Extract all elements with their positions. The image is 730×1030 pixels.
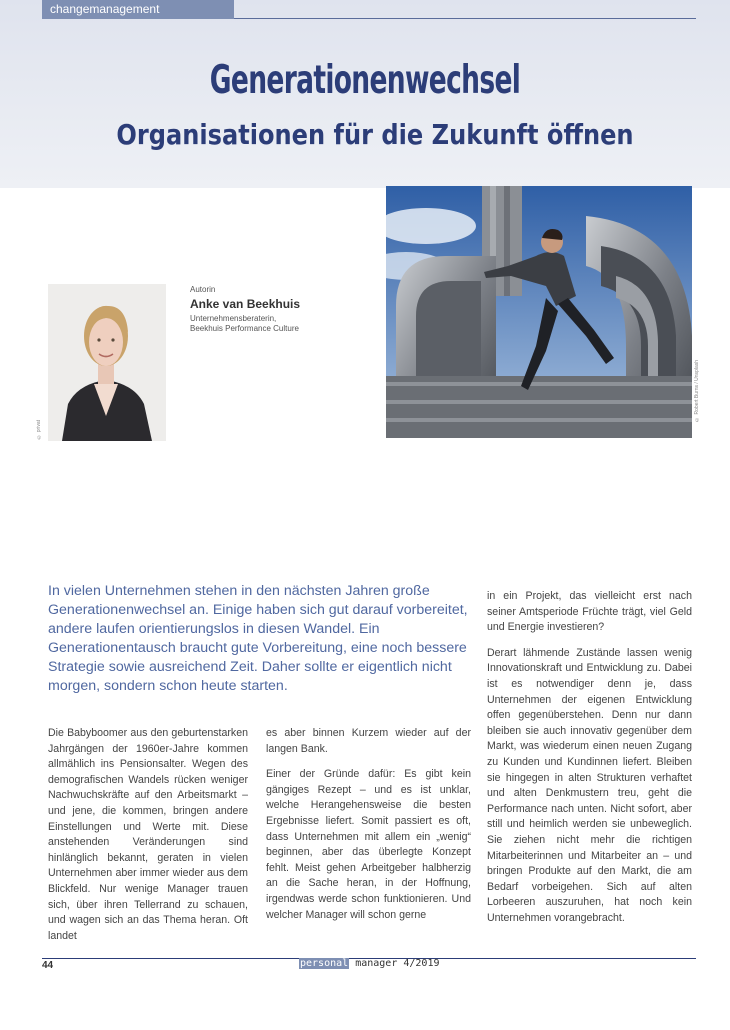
portrait-illustration [48,284,166,441]
author-role-line1: Unternehmensberaterin, [190,314,277,323]
portrait-credit: © privat [36,420,42,440]
photo-credit: © Robert Burns / Unsplash [694,360,700,422]
author-name: Anke van Beekhuis [190,297,301,311]
column-1 [48,726,248,954]
author-role-line2: Beekhuis Performance Culture [190,324,299,333]
magazine-issue [299,958,440,969]
column-2-paragraph-1: es aber binnen Kurzem wieder auf der langen Bank. [266,727,471,755]
subheadline: Organisationen für die Zukunft öffnen [116,118,634,151]
author-portrait [48,284,166,441]
photo-illustration [386,186,692,438]
author-block [190,285,370,334]
column-2 [266,726,471,933]
author-label: Autorin [190,285,216,294]
main-photo [386,186,692,438]
column-3 [487,589,692,936]
magazine-highlight: personal [300,958,349,969]
page-number: 44 [42,960,54,971]
author-role [190,314,370,334]
column-1-paragraph-1: Die Babyboomer aus den geburtenstarken Jahrgängen der 1960er-Jahre kommen allmählich ins Pensionsalter. Wegen des demografischen Wandels rücken weniger Nachwuchskräfte auf den Arbeitsmarkt – und jene, die kommen, bringen andere Einstellungen und Werte mit. Diese anstehenden Veränderungen sind hinlänglich bekannt, geraten in vielen Unternehmen aber immer wieder aus dem Blickfeld. Nur wenige Manager trauen sich, über ihren Tellerrand zu schauen, und wagen sich an das Thema heran. Oft landet [48,727,248,942]
column-2-paragraph-2: Einer der Gründe dafür: Es gibt kein gängiges Rezept – und es ist unklar, welche Herangehensweise die besten Ergebnisse liefert. Somit passiert es oft, dass Unternehmen mit allem ein „wenig“ beginnen, aber das überlegte Konzept fehlt. Meist gehen Arbeitgeber halbherzig an die Sache heran, in der Hoffnung, irgendwas werde schon funktionieren. Und welcher Manager will schon gerne [266,768,471,921]
column-3-paragraph-2: Derart lähmende Zustände lassen wenig Innovationskraft und Entwicklung zu. Dabei ist es notwendiger denn je, dass Unternehmen der eigenen Entwicklung offen gegenüberstehen. Denn nur dann bleiben sie auch innovativ gegenüber dem Markt, was wiederum einen neuen Zugang zu Kunden und Kundinnen liefert. Bleiben sie hingegen in alten Strukturen verhaftet und alten Denkmustern treu, geht die Performance nach unten. Nicht sofort, aber still und heimlich werden sie unbeweglich. Sie ziehen nicht mehr die richtigen Mitarbeiterinnen und Mitarbeiter an – und bringen Produkte auf den Markt, die am Bedarf vorbeigehen. Sich auf alten Lorbeeren auszuruhen, hat noch kein Unternehmen vorangebracht. [487,646,692,924]
magazine-issue-rest: manager 4/2019 [355,958,440,969]
headline: Generationenwechsel [209,58,521,103]
column-3-paragraph-1: in ein Projekt, das vielleicht erst nach seiner Amtsperiode Früchte trägt, viel Geld und Energie investieren? [487,590,692,634]
lede: In vielen Unternehmen stehen in den nächsten Jahren große Generationenwechsel an. Einige haben sich gut darauf vorbereitet, andere laufen orientierungslos in diesen Wandel. Ein Generationentausch braucht gute Vorbereitung, eine noch bessere Strategie sowie ausreichend Zeit. Daher sollte er eigentlich nicht morgen, sondern schon heute starten. [48,583,468,694]
section-tag: changemanagement [42,0,234,19]
